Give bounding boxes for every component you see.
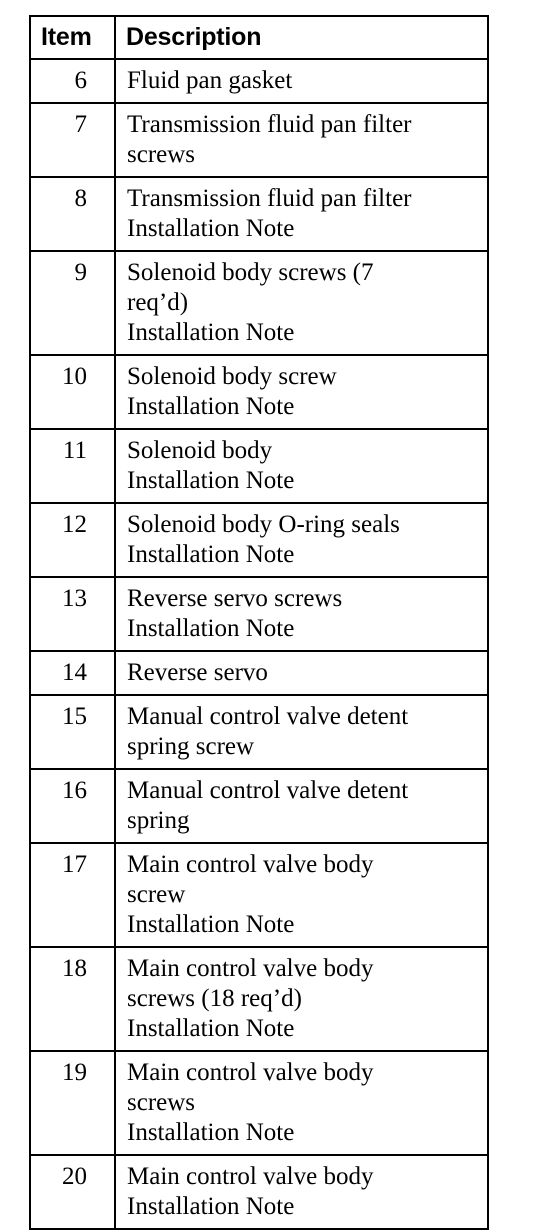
table-body [30,59,488,1229]
table-row [30,59,488,103]
description-line: Solenoid body [127,437,273,464]
item-number: 14 [30,651,115,695]
item-description [115,503,488,577]
item-number: 13 [30,577,115,651]
item-description [115,103,488,177]
description-line: Fluid pan gasket [127,67,293,94]
description-line: Solenoid body O-ring seals [127,511,400,538]
item-number: 6 [30,59,115,103]
item-description [115,651,488,695]
table-row [30,177,488,251]
table-row [30,103,488,177]
description-line: Installation Note [127,1193,295,1220]
description-line: Main control valve body [127,1163,374,1190]
table-row [30,843,488,947]
description-line: Main control valve body [127,851,374,878]
description-line: Manual control valve detent [127,703,409,730]
description-line: screws [127,141,196,168]
description-line: Installation Note [127,911,295,938]
description-line: Reverse servo [127,659,268,686]
item-description [115,177,488,251]
description-line: Main control valve body [127,1059,374,1086]
item-number: 10 [30,355,115,429]
description-line: screw [127,881,186,908]
description-line: screws (18 req’d) [127,985,302,1012]
description-line: Solenoid body screw [127,363,337,390]
item-number: 16 [30,769,115,843]
item-number: 20 [30,1155,115,1229]
item-description [115,1051,488,1155]
header-item: Item [30,16,115,59]
description-line: Solenoid body screws (7 [127,259,374,286]
item-number: 19 [30,1051,115,1155]
header-description: Description [115,16,488,59]
description-line: screws [127,1089,196,1116]
item-number: 11 [30,429,115,503]
item-number: 17 [30,843,115,947]
description-line: Transmission fluid pan filter [127,185,412,212]
item-description [115,355,488,429]
item-description [115,947,488,1051]
item-number: 18 [30,947,115,1051]
item-number: 7 [30,103,115,177]
description-line: req’d) [127,289,189,316]
item-number: 8 [30,177,115,251]
description-line: Reverse servo screws [127,585,343,612]
item-number: 9 [30,251,115,355]
description-line: Transmission fluid pan filter [127,111,412,138]
header-row [30,16,488,59]
item-description [115,59,488,103]
description-line: spring [127,807,190,834]
item-number: 12 [30,503,115,577]
item-description [115,577,488,651]
description-line: Installation Note [127,215,295,242]
table-row [30,503,488,577]
table-row [30,251,488,355]
table-row [30,1051,488,1155]
table-row [30,355,488,429]
item-description [115,429,488,503]
table-row [30,769,488,843]
item-number: 15 [30,695,115,769]
item-description [115,843,488,947]
table-row [30,947,488,1051]
description-line: Main control valve body [127,955,374,982]
description-line: Installation Note [127,1119,295,1146]
description-line: Installation Note [127,393,295,420]
table-row [30,577,488,651]
item-description [115,1155,488,1229]
table-row [30,695,488,769]
description-line: spring screw [127,733,255,760]
item-description [115,695,488,769]
table-row [30,429,488,503]
description-line: Installation Note [127,467,295,494]
parts-table [29,15,489,1230]
table-header [30,16,488,59]
item-description [115,769,488,843]
description-line: Installation Note [127,319,295,346]
table-row [30,651,488,695]
table-row [30,1155,488,1229]
description-line: Installation Note [127,615,295,642]
description-line: Installation Note [127,1015,295,1042]
description-line: Manual control valve detent [127,777,409,804]
item-description [115,251,488,355]
description-line: Installation Note [127,541,295,568]
